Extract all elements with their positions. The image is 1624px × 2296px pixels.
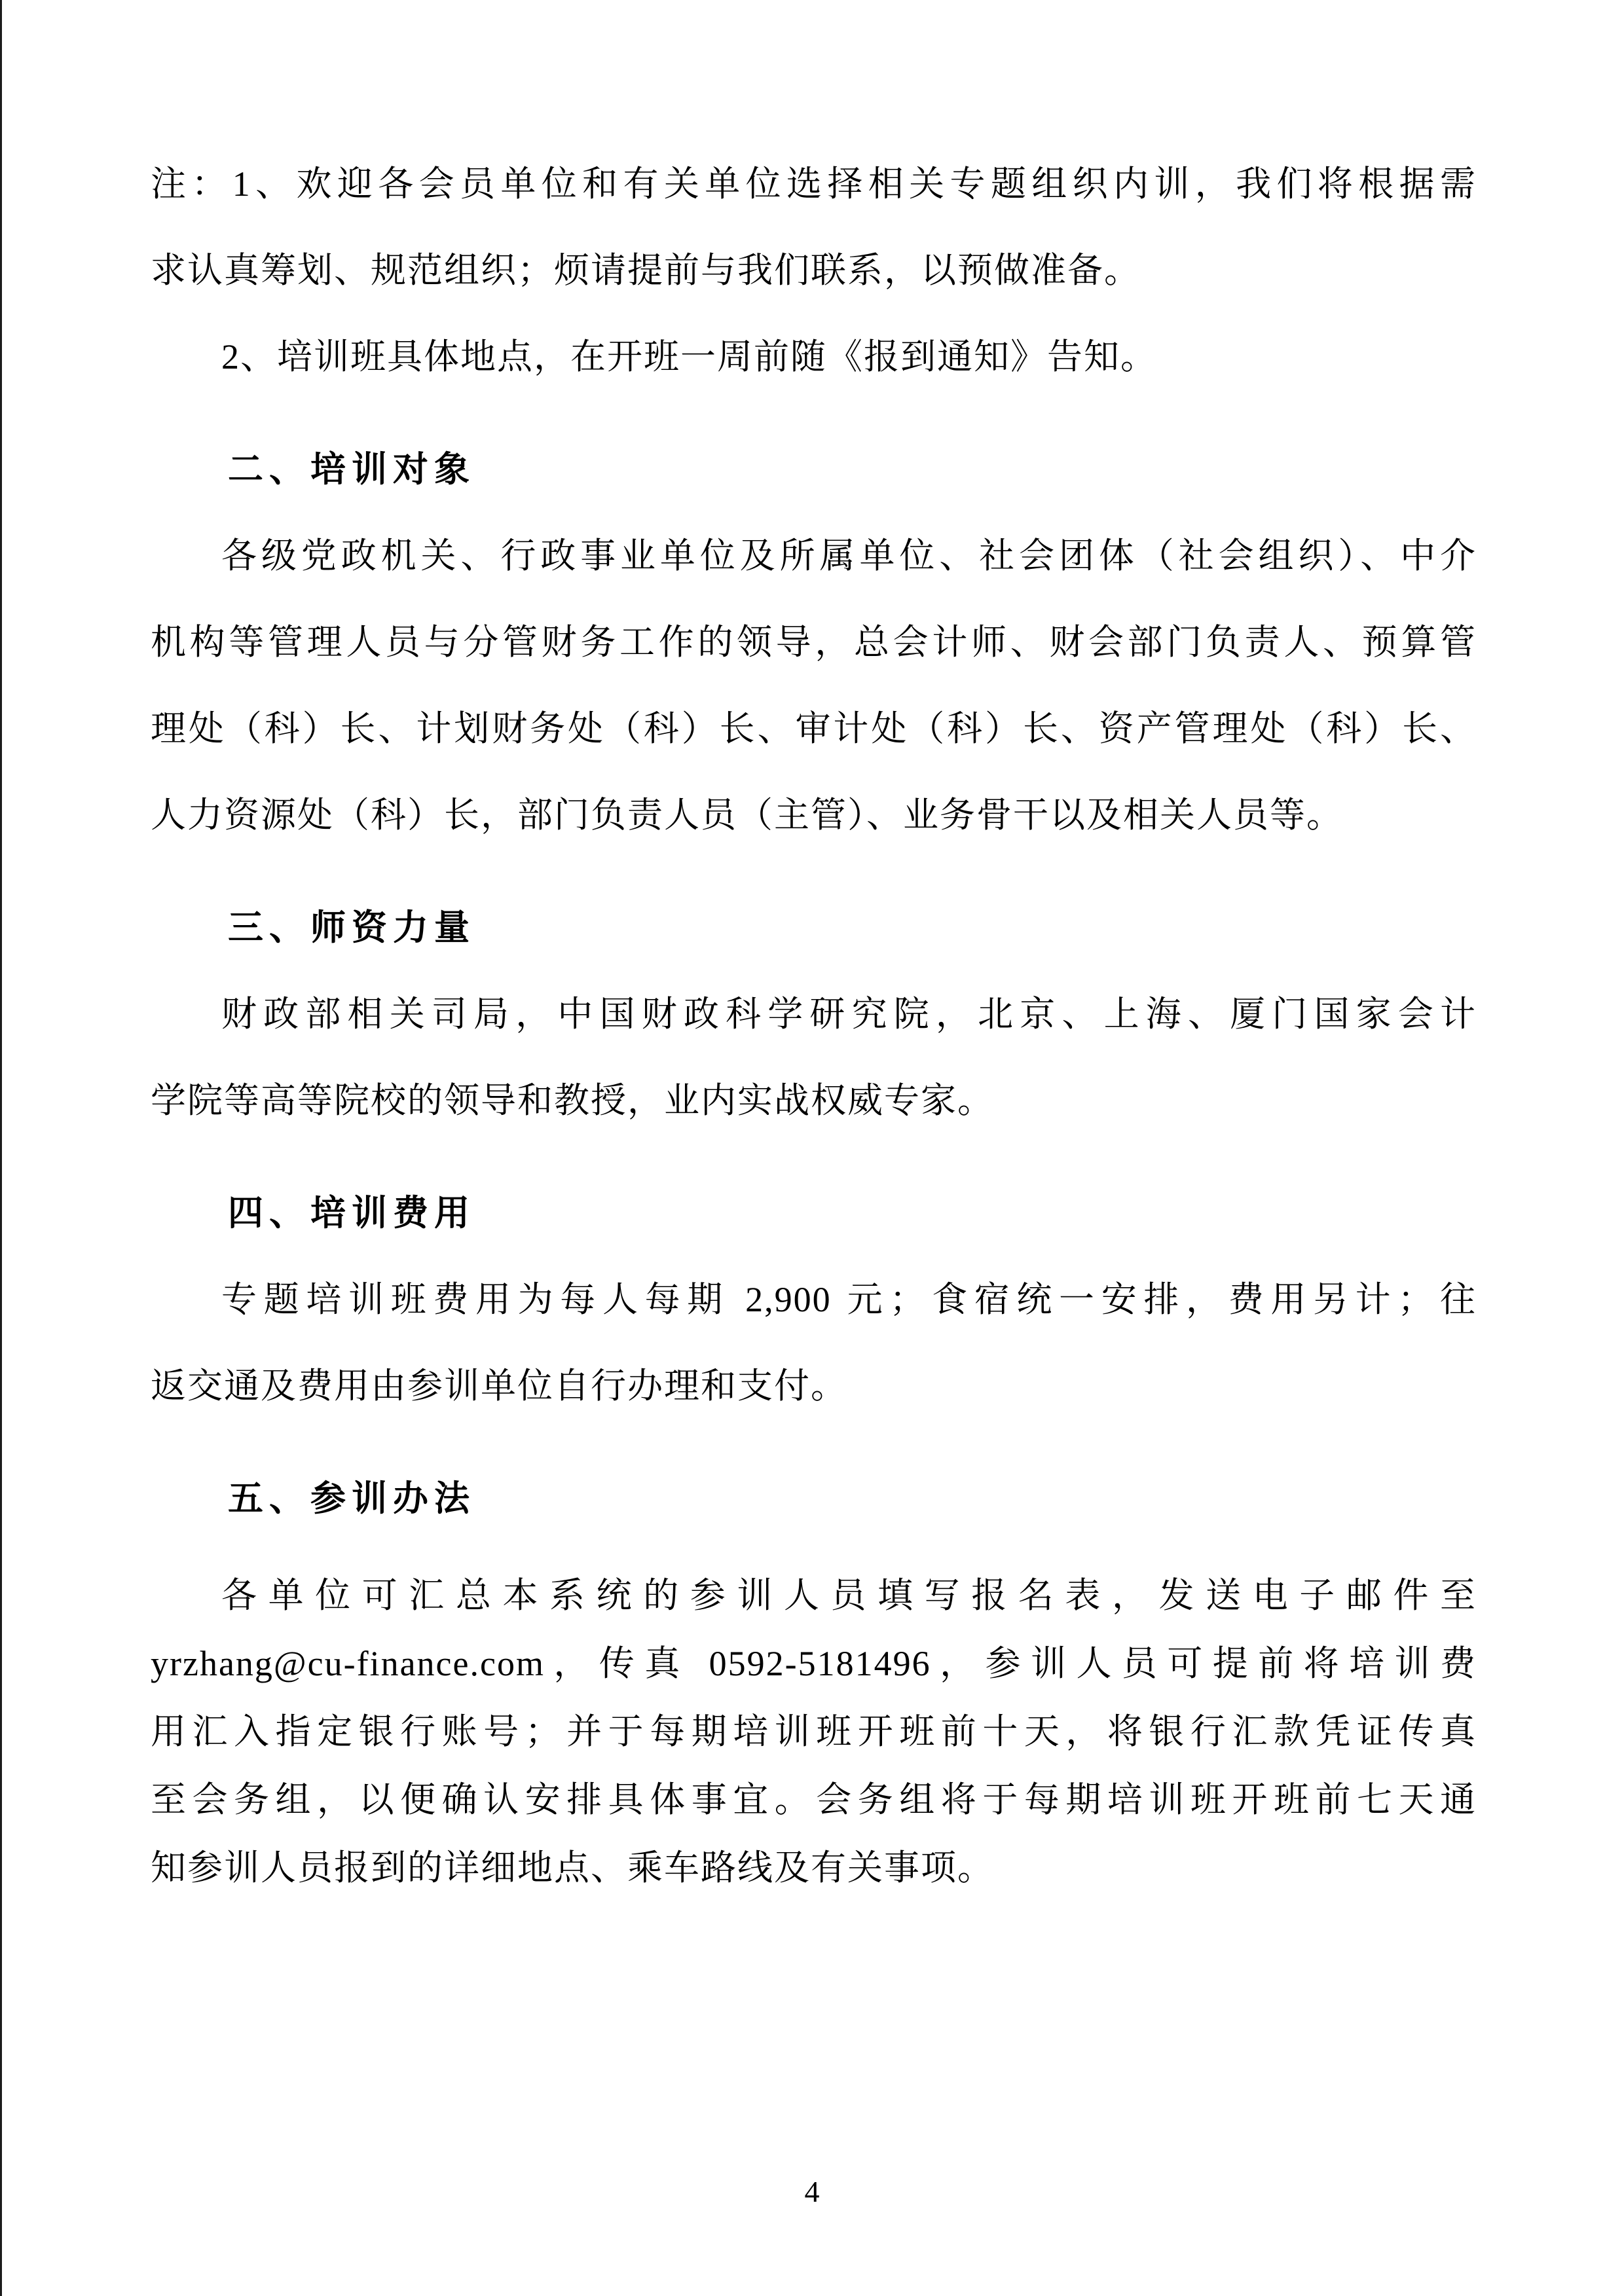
paragraph-line: 知参训人员报到的详细地点、乘车路线及有关事项。	[151, 1848, 994, 1887]
section-registration	[151, 1455, 1477, 1902]
note-paragraph-2	[151, 314, 1477, 400]
note-line: 求认真筹划、规范组织；烦请提前与我们联系，以预做准备。	[151, 251, 1141, 290]
section-faculty	[151, 884, 1477, 1144]
section-heading: 三、师资力量	[228, 908, 475, 947]
section-heading: 二、培训对象	[228, 450, 475, 489]
paragraph-line: 用汇入指定银行账号；并于每期培训班开班前十天，将银行汇款凭证传真	[151, 1712, 1477, 1751]
registration-paragraph	[151, 1561, 1477, 1902]
note-paragraph	[151, 141, 1477, 314]
paragraph-line: 返交通及费用由参训单位自行办理和支付。	[151, 1366, 847, 1406]
paragraph-line: 机构等管理人员与分管财务工作的领导，总会计师、财会部门负责人、预算管	[151, 623, 1477, 662]
note-line: 2、培训班具体地点，在开班一周前随《报到通知》告知。	[221, 337, 1157, 376]
paragraph-line: 财政部相关司局，中国财政科学研究院，北京、上海、厦门国家会计	[221, 994, 1477, 1034]
paragraph-line: 学院等高等院校的领导和教授，业内实战权威专家。	[151, 1081, 994, 1120]
paragraph-line: 各级党政机关、行政事业单位及所属单位、社会团体（社会组织）、中介	[221, 536, 1477, 575]
paragraph-line: 专题培训班费用为每人每期 2,900 元；食宿统一安排，费用另计；往	[221, 1280, 1477, 1319]
section-heading: 四、培训费用	[228, 1194, 475, 1233]
note-line: 注：1、欢迎各会员单位和有关单位选择相关专题组织内训，我们将根据需	[151, 164, 1477, 204]
section-heading: 五、参训办法	[228, 1479, 475, 1518]
section-training-targets	[151, 426, 1477, 858]
page-number: 4	[804, 2175, 820, 2208]
scan-edge-artifact	[0, 0, 2, 2296]
paragraph-line: 人力资源处（科）长，部门负责人员（主管）、业务骨干以及相关人员等。	[151, 795, 1343, 835]
paragraph-line: 理处（科）长、计划财务处（科）长、审计处（科）长、资产管理处（科）长、	[151, 709, 1477, 748]
paragraph-line: yrzhang@cu-finance.com，传真 0592-5181496，参训人员可提前将培训费	[151, 1644, 1477, 1683]
document-body	[151, 141, 1477, 1902]
section-fees	[151, 1170, 1477, 1429]
paragraph-line: 至会务组，以便确认安排具体事宜。会务组将于每期培训班开班前七天通	[151, 1780, 1477, 1819]
paragraph-line: 各单位可汇总本系统的参训人员填写报名表，发送电子邮件至	[221, 1576, 1477, 1615]
